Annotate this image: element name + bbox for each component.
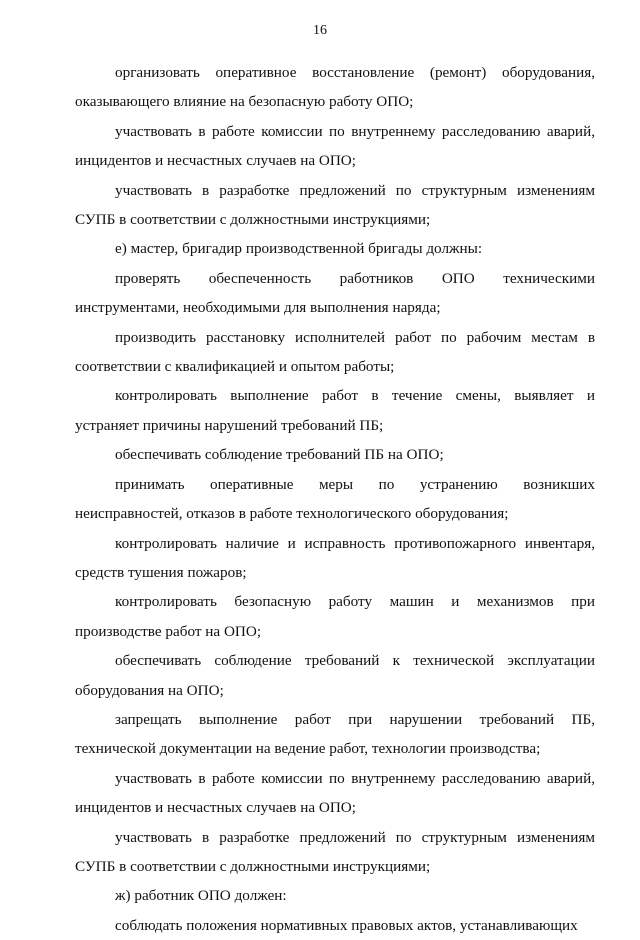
paragraph: контролировать выполнение работ в течение смены, выявляет и устраняет причины нарушений требований ПБ; <box>75 387 595 434</box>
paragraph: обеспечивать соблюдение требований к технической эксплуатации оборудования на ОПО; <box>75 652 595 699</box>
paragraph: организовать оперативное восстановление (ремонт) оборудования, оказывающего влияние на безопасную работу ОПО; <box>75 64 595 111</box>
document-body <box>75 58 595 940</box>
section-heading: ж) работник ОПО должен: <box>115 887 287 905</box>
paragraph: участвовать в разработке предложений по структурным изменениям СУПБ в соответствии с должностными инструкциями; <box>75 828 595 875</box>
paragraph: соблюдать положения нормативных правовых актов, устанавливающих <box>115 916 578 934</box>
section-heading: е) мастер, бригадир производственной бригады должны: <box>115 240 483 258</box>
paragraph: участвовать в работе комиссии по внутреннему расследованию аварий, инцидентов и несчастных случаев на ОПО; <box>75 122 595 170</box>
paragraph: контролировать безопасную работу машин и механизмов при производстве работ на ОПО; <box>75 593 595 640</box>
paragraph: участвовать в работе комиссии по внутреннему расследованию аварий, инцидентов и несчастных случаев на ОПО; <box>75 769 595 817</box>
paragraph: принимать оперативные меры по устранению возникших неисправностей, отказов в работе технологического оборудования; <box>75 475 595 523</box>
paragraph: запрещать выполнение работ при нарушении требований ПБ, технической документации на ведение работ, технологии производства; <box>75 710 595 758</box>
paragraph: участвовать в разработке предложений по структурным изменениям СУПБ в соответствии с должностными инструкциями; <box>75 181 595 229</box>
paragraph: проверять обеспеченность работников ОПО техническими инструментами, необходимыми для выполнения наряда; <box>75 269 595 317</box>
page-number: 16 <box>313 23 327 38</box>
paragraph: обеспечивать соблюдение требований ПБ на ОПО; <box>115 446 444 464</box>
paragraph: производить расстановку исполнителей работ по рабочим местам в соответствии с квалификацией и опытом работы; <box>75 328 595 376</box>
paragraph: контролировать наличие и исправность противопожарного инвентаря, средств тушения пожаров; <box>75 534 595 581</box>
